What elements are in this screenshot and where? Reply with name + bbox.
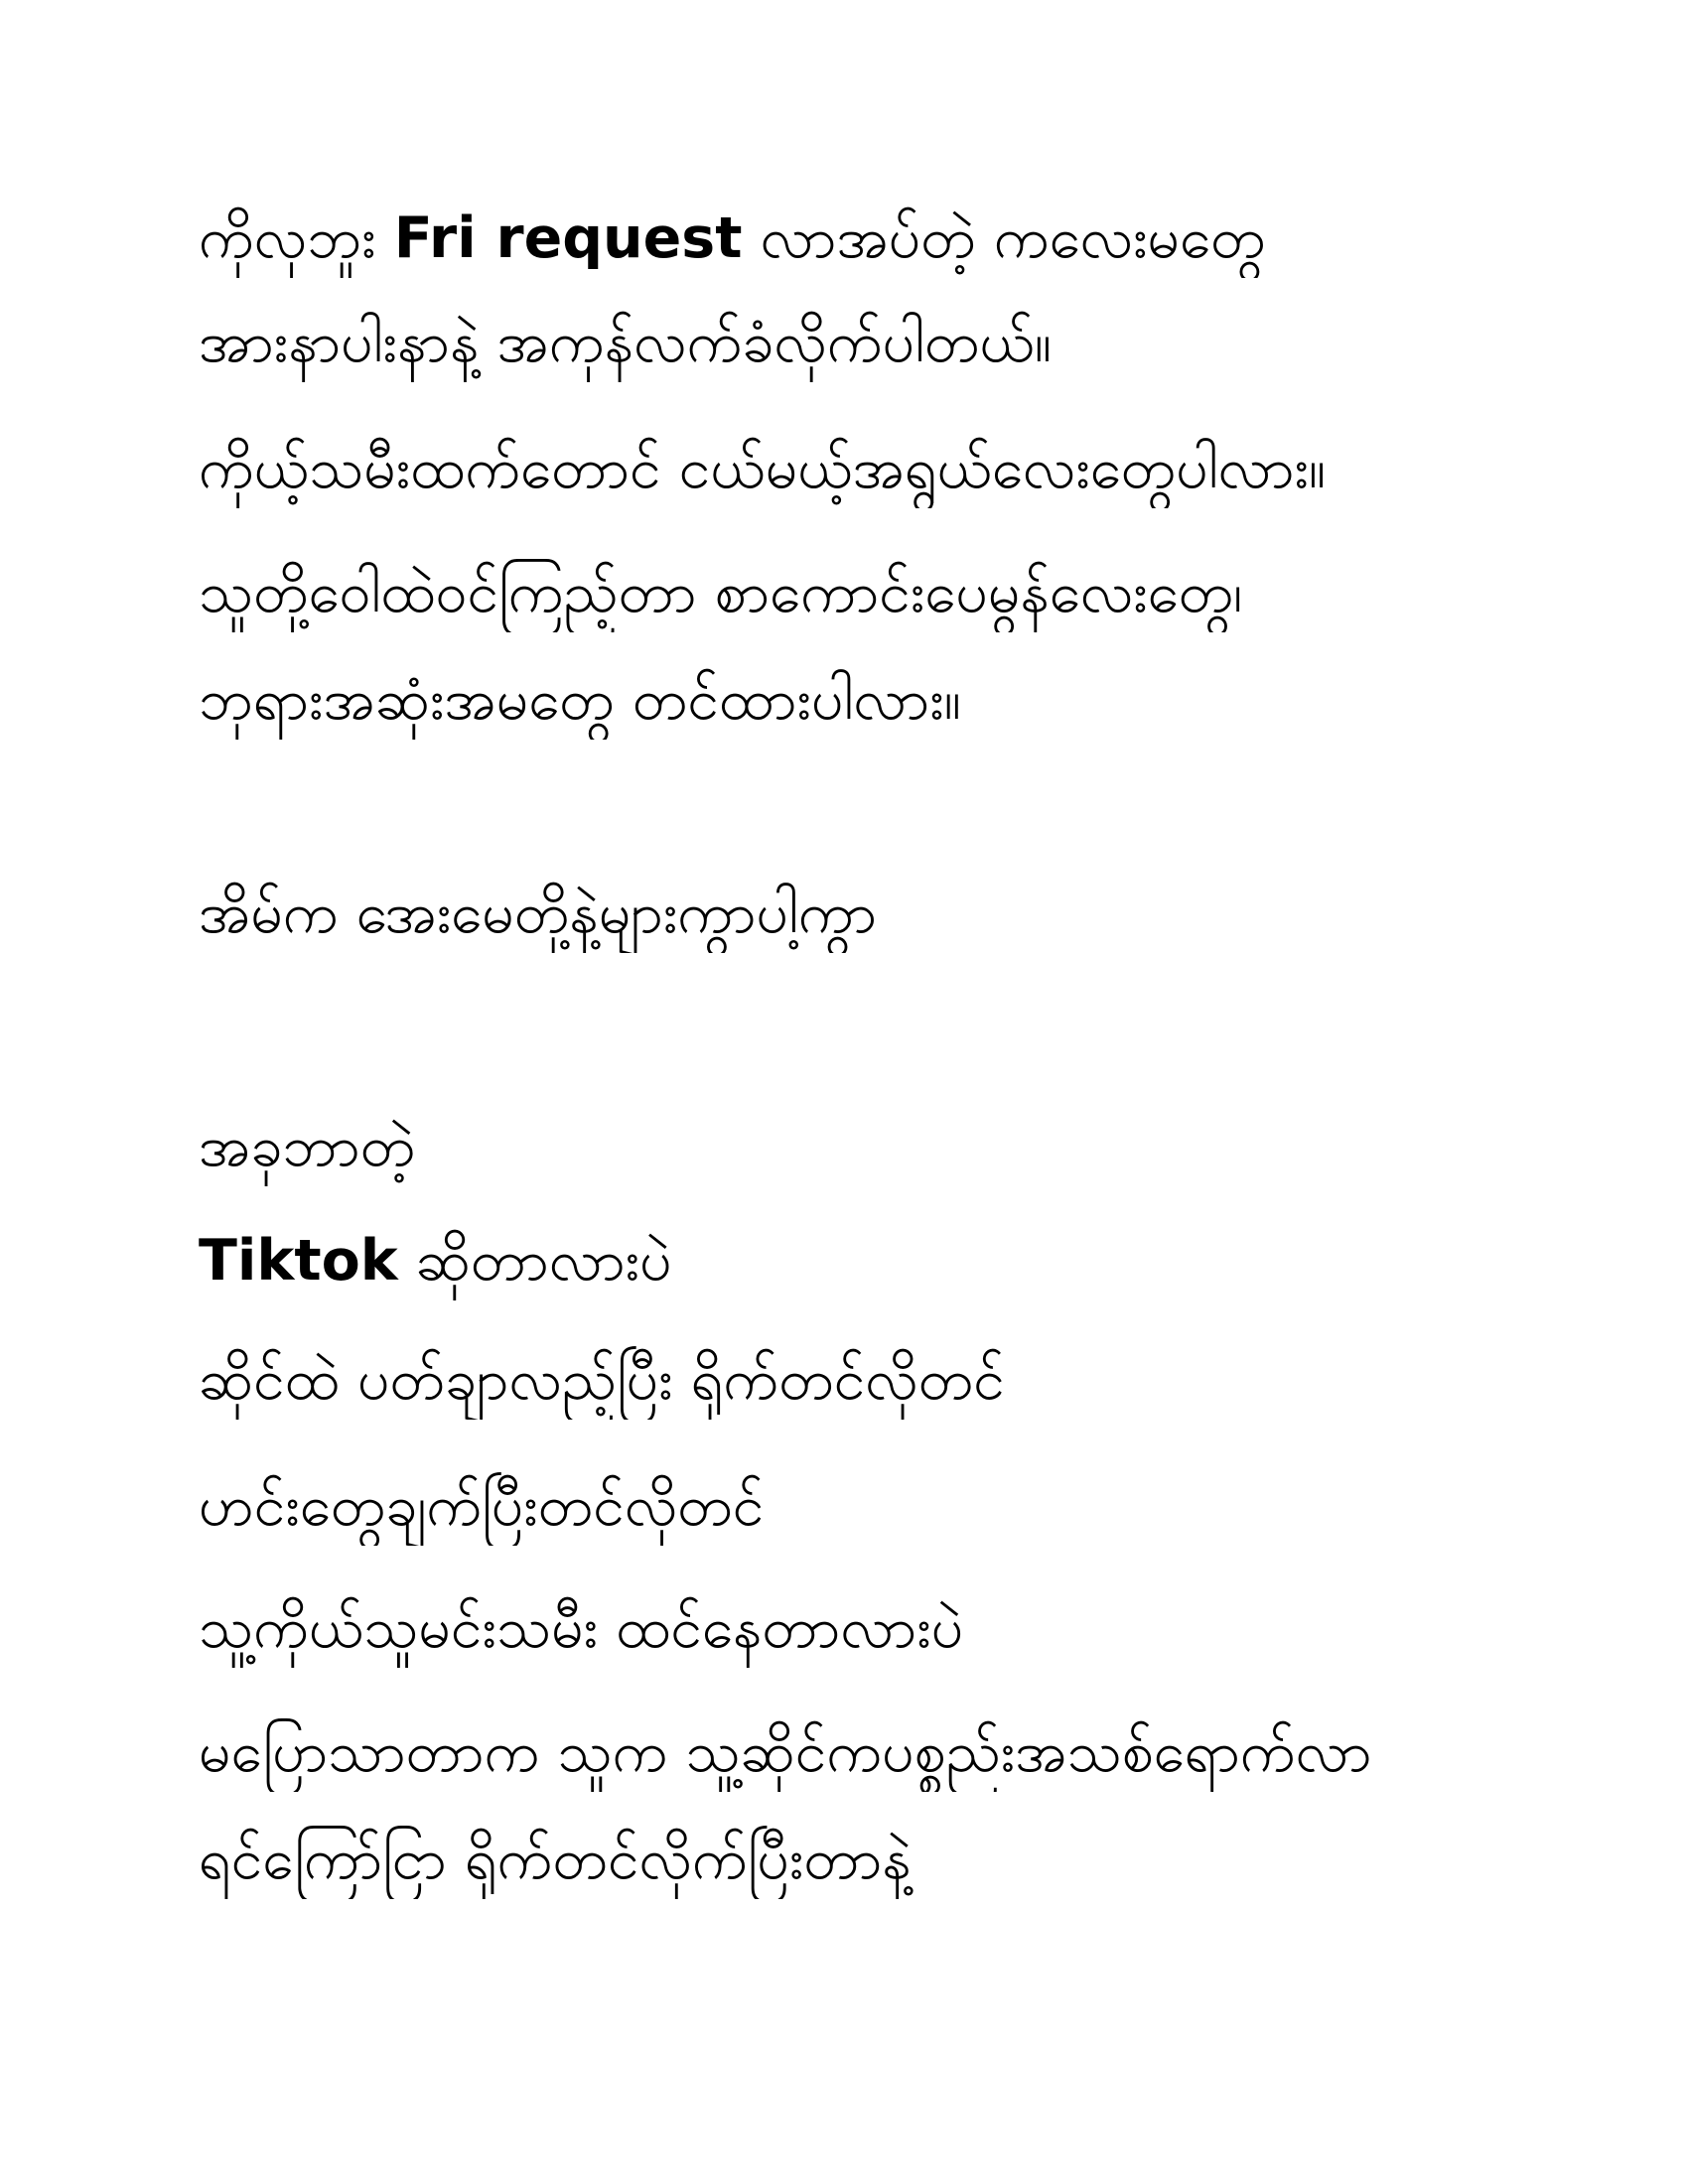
text-line-12-text: မပြောသာတာက သူက သူ့ဆိုင်ကပစ္စည်းအသစ်ရောက်လာ [199,1719,1372,1785]
text-line-6-text: အိမ်က အေးမေတို့နဲ့များကွာပါ့ကွာ [199,881,878,946]
text-line-2 [199,303,1569,382]
text-line-1 [199,199,1569,278]
text-line-3 [199,429,1569,508]
text-line-8-text: ဆိုတာလားပဲ [397,1228,672,1294]
text-line-12 [199,1712,1569,1792]
text-line-9 [199,1340,1569,1420]
text-line-6 [199,874,1569,953]
text-line-4 [199,553,1569,632]
text-line-8-bold: Tiktok [199,1228,398,1294]
text-line-10 [199,1466,1569,1546]
text-line-3-text: ကိုယ့်သမီးထက်တောင် ငယ်မယ့်အရွယ်လေးတွေပါလား။ [199,436,1327,501]
text-line-4-text: သူတို့ဝေါထဲဝင်ကြည့်တာ စာကောင်းပေမွန်လေးတွေ၊ [199,560,1243,625]
text-line-7-text: အခုဘာတဲ့ [199,1114,416,1179]
text-line-5-text: ဘုရားအဆုံးအမတွေ တင်ထားပါလား။ [199,667,961,733]
text-line-10-text: ဟင်းတွေချက်ပြီးတင်လိုတင် [199,1473,765,1539]
text-line-8 [199,1221,1569,1300]
text-line-7 [199,1107,1569,1186]
text-line-5 [199,660,1569,740]
text-line-1-bold: Fri request [393,205,743,271]
text-line-2-text: အားနာပါးနာနဲ့ အကုန်လက်ခံလိုက်ပါတယ်။ [199,310,1053,375]
text-line-9-text: ဆိုင်ထဲ ပတ်ချာလည့်ပြီး ရိုက်တင်လိုတင် [199,1347,1005,1413]
text-line-13-text: ရင်ကြော်ငြာ ရိုက်တင်လိုက်ပြီးတာနဲ့ [199,1827,912,1892]
text-line-1-part-a: ကိုလှဘူး [199,205,394,271]
text-line-13 [199,1820,1569,1899]
text-line-1-part-b: လာအပ်တဲ့ ကလေးမတွေ [742,205,1266,271]
text-line-11-text: သူ့ကိုယ်သူမင်းသမီး ထင်နေတာလားပဲ [199,1595,964,1661]
text-line-11 [199,1588,1569,1668]
